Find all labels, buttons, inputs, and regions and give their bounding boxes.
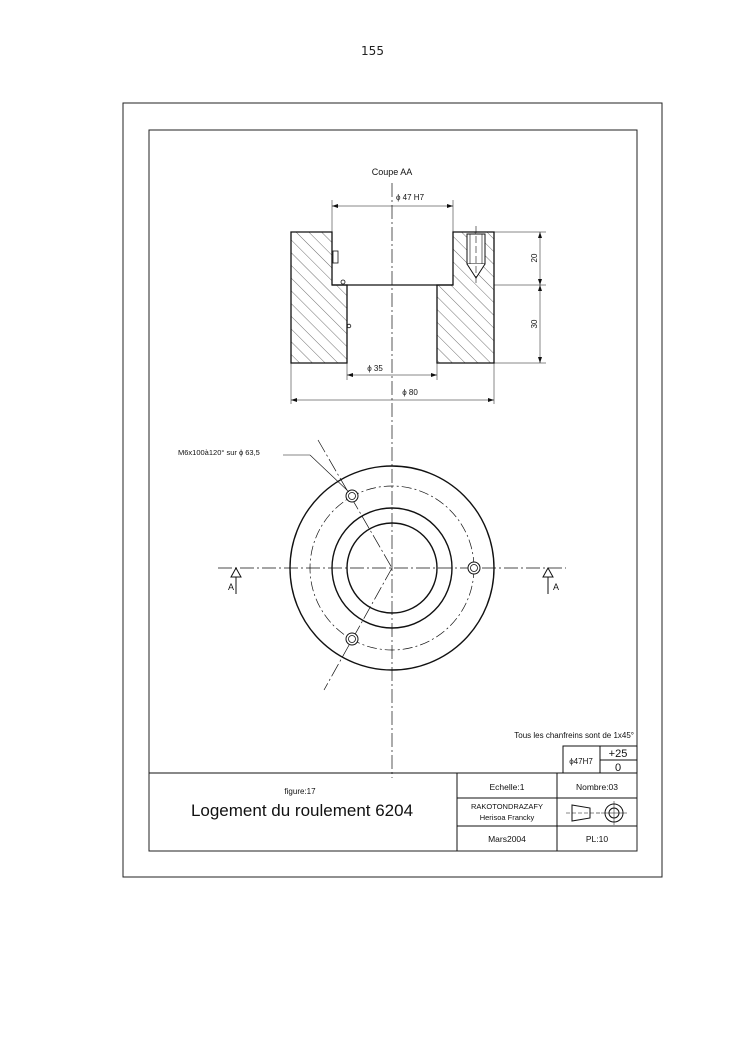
dim-outer-label: ϕ 80 [402,388,418,397]
dim-height-top-label: 20 [530,253,539,263]
quantity-label: Nombre:03 [575,782,619,792]
author-name: RAKOTONDRAZAFY [471,802,543,811]
figure-label: figure:17 [284,787,316,796]
dim-heights [494,232,546,363]
dim-bore-bottom-label: ϕ 35 [367,364,383,373]
date-label: Mars2004 [488,834,526,844]
page-number: 155 [361,44,384,58]
dim-outer [291,363,494,404]
scale-label: Echelle:1 [489,782,525,792]
drawing-title: Logement du roulement 6204 [190,801,414,820]
section-marker-right [543,568,559,594]
title-block [149,773,637,851]
tolerance-lower: 0 [614,762,622,774]
tolerance-table [563,746,637,774]
section-mark-right-label: A [553,582,560,592]
inner-border [149,130,637,851]
dim-bore-top-label: ϕ 47 H7 [395,193,425,202]
chamfer-note: Tous les chanfreins sont de 1x45° [514,731,634,740]
section-mark-left-label: A [228,582,235,592]
projection-symbol-icon [566,801,627,825]
thread-leader [178,448,349,492]
section-view [291,183,494,778]
section-title: Coupe AA [371,167,413,177]
dim-bore-top [332,193,453,232]
author-firstname: Herisoa Francky [479,813,535,822]
thread-note: M6x100à120° sur ϕ 63,5 [178,448,260,457]
tolerance-upper: +25 [608,748,628,760]
plate-label: PL:10 [585,834,609,844]
tolerance-fit: ϕ47H7 [569,757,593,766]
section-marker-left [228,568,241,594]
dim-height-bottom-label: 30 [530,319,539,329]
